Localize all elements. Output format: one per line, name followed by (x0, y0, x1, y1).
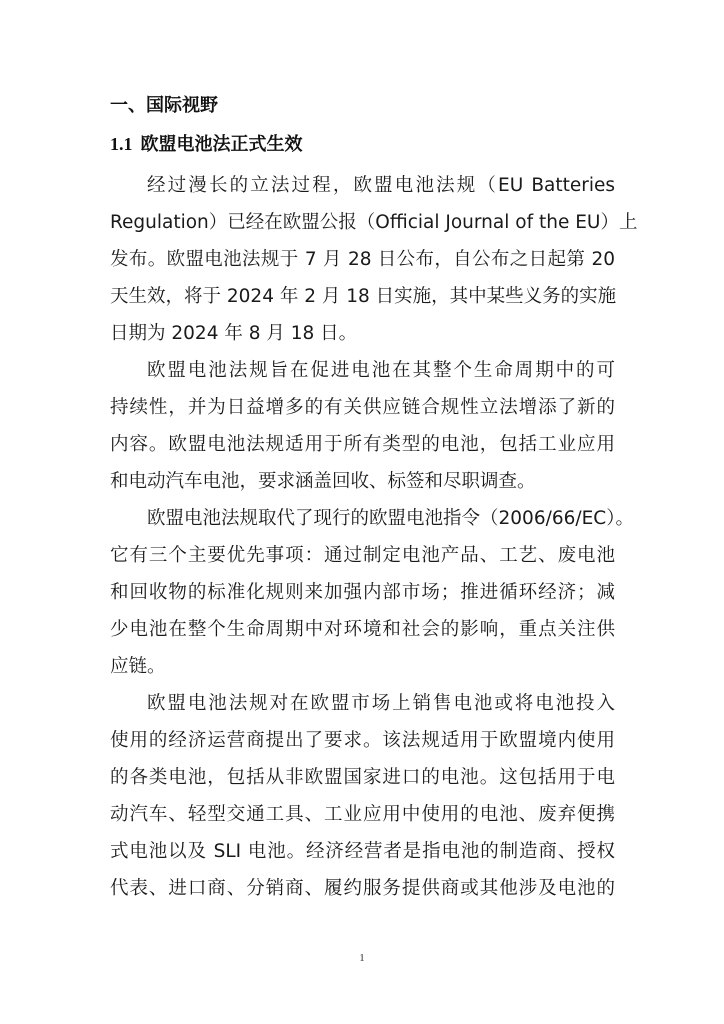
paragraph-4-line-6: 代表、进口商、分销商、履约服务提供商或其他涉及电池的 (110, 878, 615, 899)
paragraph-3-line-2: 它有三个主要优先事项：通过制定电池产品、工艺、废电池 (110, 545, 615, 566)
paragraph-4-line-1: 欧盟电池法规对在欧盟市场上销售电池或将电池投入 (147, 693, 615, 714)
paragraph-4-line-3: 的各类电池，包括从非欧盟国家进口的电池。这包括用于电 (110, 767, 615, 788)
paragraph-4-line-5: 式电池以及 SLI 电池。经济经营者是指电池的制造商、授权 (110, 841, 615, 862)
paragraph-2-line-1: 欧盟电池法规旨在促进电池在其整个生命周期中的可 (147, 360, 615, 381)
paragraph-3-line-5: 应链。 (110, 656, 166, 677)
paragraph-3-line-1: 欧盟电池法规取代了现行的欧盟电池指令（2006/66/EC）。 (147, 508, 634, 529)
paragraph-1-line-4: 天生效，将于 2024 年 2 月 18 日实施，其中某些义务的实施 (110, 286, 617, 307)
paragraph-1-line-2: Regulation）已经在欧盟公报（Official Journal of the EU）上 (110, 212, 638, 233)
paragraph-3-line-4: 少电池在整个生命周期中对环境和社会的影响，重点关注供 (110, 619, 615, 640)
paragraph-1-line-1: 经过漫长的立法过程，欧盟电池法规（EU Batteries (147, 175, 615, 196)
page-number: 1 (359, 952, 365, 964)
paragraph-1-line-3: 发布。欧盟电池法规于 7 月 28 日公布，自公布之日起第 20 (110, 249, 615, 270)
subsection-number: 1.1 (110, 134, 133, 154)
paragraph-2-line-2: 持续性，并为日益增多的有关供应链合规性立法增添了新的 (110, 397, 615, 418)
paragraph-4-line-2: 使用的经济运营商提出了要求。该法规适用于欧盟境内使用 (110, 730, 615, 751)
paragraph-4-line-4: 动汽车、轻型交通工具、工业应用中使用的电池、废弃便携 (110, 804, 615, 825)
paragraph-2-line-3: 内容。欧盟电池法规适用于所有类型的电池，包括工业应用 (110, 434, 615, 455)
subsection-heading (110, 132, 303, 157)
paragraph-2-line-4: 和电动汽车电池，要求涵盖回收、标签和尽职调查。 (110, 471, 536, 492)
section-heading: 一、国际视野 (110, 95, 218, 116)
paragraph-3-line-3: 和回收物的标准化规则来加强内部市场；推进循环经济；减 (110, 582, 615, 603)
paragraph-1-line-5: 日期为 2024 年 8 月 18 日。 (110, 323, 358, 344)
subsection-title: 欧盟电池法正式生效 (140, 134, 303, 155)
